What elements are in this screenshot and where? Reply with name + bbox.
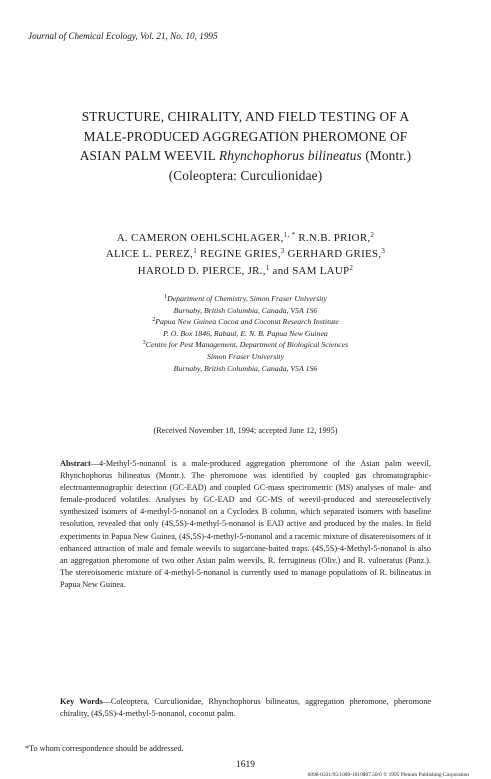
author-list bbox=[18, 230, 473, 279]
author-line-1 bbox=[18, 230, 473, 246]
affiliation-3-dept: Centre for Pest Management, Department of Biological Sciences bbox=[145, 340, 349, 350]
article-title bbox=[18, 107, 473, 185]
author-pierce-affil: 1 bbox=[265, 263, 270, 272]
author-gerhard-gries: GERHARD GRIES, bbox=[284, 248, 382, 261]
received-dates: (Received November 18, 1994; accepted June 12, 1995) bbox=[153, 426, 338, 435]
title-line-3-prefix: ASIAN PALM WEEVIL bbox=[79, 148, 220, 163]
affiliation-2-line-1 bbox=[18, 316, 473, 328]
abstract-text: —4-Methyl-5-nonanol is a male-produced aggregation pheromone of the Asian palm weevil, Rhynchophorus bilineatus (Montr.). The pheromone was identified by coupled gas chromatographic-electroantennographic detection (GC-EAD) and coupled GC-mass spectrometric (MS) analyses of male- and female-produced volatiles. Analyses by GC-EAD and GC-MS of weevil-produced and stereoselectively synthesized isomers of 4-methyl-5-nonanol on a Cyclodex B column, which separated isomers with baseline resolution, revealed that only (4S,5S)-4-methyl-5-nonanol is EAD active and produced by the males. In field experiments in Papua New Guinea, (4S,5S)-4-methyl-5-nonanol and a racemic mixture of disatereoisomers of it enhanced attraction of male and female weevils to sugarcane-baited traps. (4S,5S)-4-Methyl-5-nonanol is also an aggregation pheromone of two other Asian palm weevils, R. ferrugineus (Oliv.) and R. vulneratus (Panz.). The stereoisomeric mixture of 4-methyl-5-nonanol is currently used to manage populations of R. bilineatus in Papua New Guinea. bbox=[60, 459, 431, 589]
author-line-3 bbox=[18, 263, 473, 279]
abstract bbox=[60, 458, 431, 591]
affiliation-3-mark: 3 bbox=[142, 340, 146, 347]
author-oehlschlager: A. CAMERON OEHLSCHLAGER, bbox=[116, 232, 284, 244]
title-line-2: MALE-PRODUCED AGGREGATION PHEROMONE OF bbox=[83, 128, 408, 144]
affiliation-1-dept: Department of Chemistry, Simon Fraser University bbox=[167, 294, 327, 303]
author-laup: and SAM LAUP bbox=[269, 264, 350, 277]
key-words bbox=[60, 696, 431, 720]
journal-citation: Journal of Chemical Ecology, Vol. 21, No. 10, 1995 bbox=[28, 31, 218, 41]
key-words-text: —Coleoptera, Curculionidae, Rhynchophorus bilineatus, aggregation pheromone, pheromone chirality, (4S,5S)-4-methyl-5-nonanol, coconut palm. bbox=[60, 697, 431, 719]
affiliation-2-mark: 2 bbox=[152, 317, 156, 324]
author-regine-gries-affil: 3 bbox=[280, 247, 285, 256]
copyright-line: 0098-0331/95/1000-1619$07.50/0 © 1995 Plenum Publishing Corporation bbox=[307, 772, 469, 778]
affiliation-2-inst: Papua New Guinea Cocoa and Coconut Research Institute bbox=[155, 317, 339, 327]
affiliation-1-line-1 bbox=[18, 293, 473, 305]
author-prior-affil: 2 bbox=[370, 231, 375, 239]
author-oehlschlager-affil: 1, * bbox=[283, 231, 296, 239]
author-prior: R.N.B. PRIOR, bbox=[295, 232, 371, 244]
correspondence-footnote: *To whom correspondence should be addressed. bbox=[25, 744, 184, 753]
species-name: Rhynchophorus bilineatus bbox=[219, 148, 362, 163]
title-line-3 bbox=[18, 146, 473, 166]
author-regine-gries: REGINE GRIES, bbox=[197, 248, 281, 261]
title-line-3-suffix: (Montr.) bbox=[361, 148, 412, 163]
author-gerhard-gries-affil: 3 bbox=[381, 247, 386, 256]
author-line-2 bbox=[18, 246, 473, 262]
title-line-1: STRUCTURE, CHIRALITY, AND FIELD TESTING OF A bbox=[81, 109, 410, 124]
title-line-4: (Coleoptera: Curculionidae) bbox=[168, 167, 323, 183]
author-laup-affil: 2 bbox=[349, 263, 354, 272]
abstract-label: Abstract bbox=[60, 459, 91, 468]
author-perez-affil: 1 bbox=[193, 247, 198, 256]
affiliation-3-line-2: Simon Fraser University bbox=[206, 351, 285, 361]
page-number: 1619 bbox=[236, 760, 255, 770]
affiliation-2-line-2: P. O. Box 1846, Rabaul, E. N. B. Papua New Guinea bbox=[163, 328, 328, 338]
key-words-label: Key Words bbox=[60, 697, 103, 706]
affiliation-3-line-1 bbox=[18, 339, 473, 351]
affiliation-1-line-2: Burnaby, British Columbia, Canada, V5A 1S6 bbox=[173, 305, 318, 315]
affiliation-3-line-3: Burnaby, British Columbia, Canada, V5A 1S6 bbox=[173, 363, 318, 373]
author-pierce: HAROLD D. PIERCE, JR., bbox=[137, 264, 266, 277]
author-perez: ALICE L. PEREZ, bbox=[105, 248, 194, 261]
affiliation-1-mark: 1 bbox=[164, 294, 168, 300]
affiliations bbox=[18, 293, 473, 374]
